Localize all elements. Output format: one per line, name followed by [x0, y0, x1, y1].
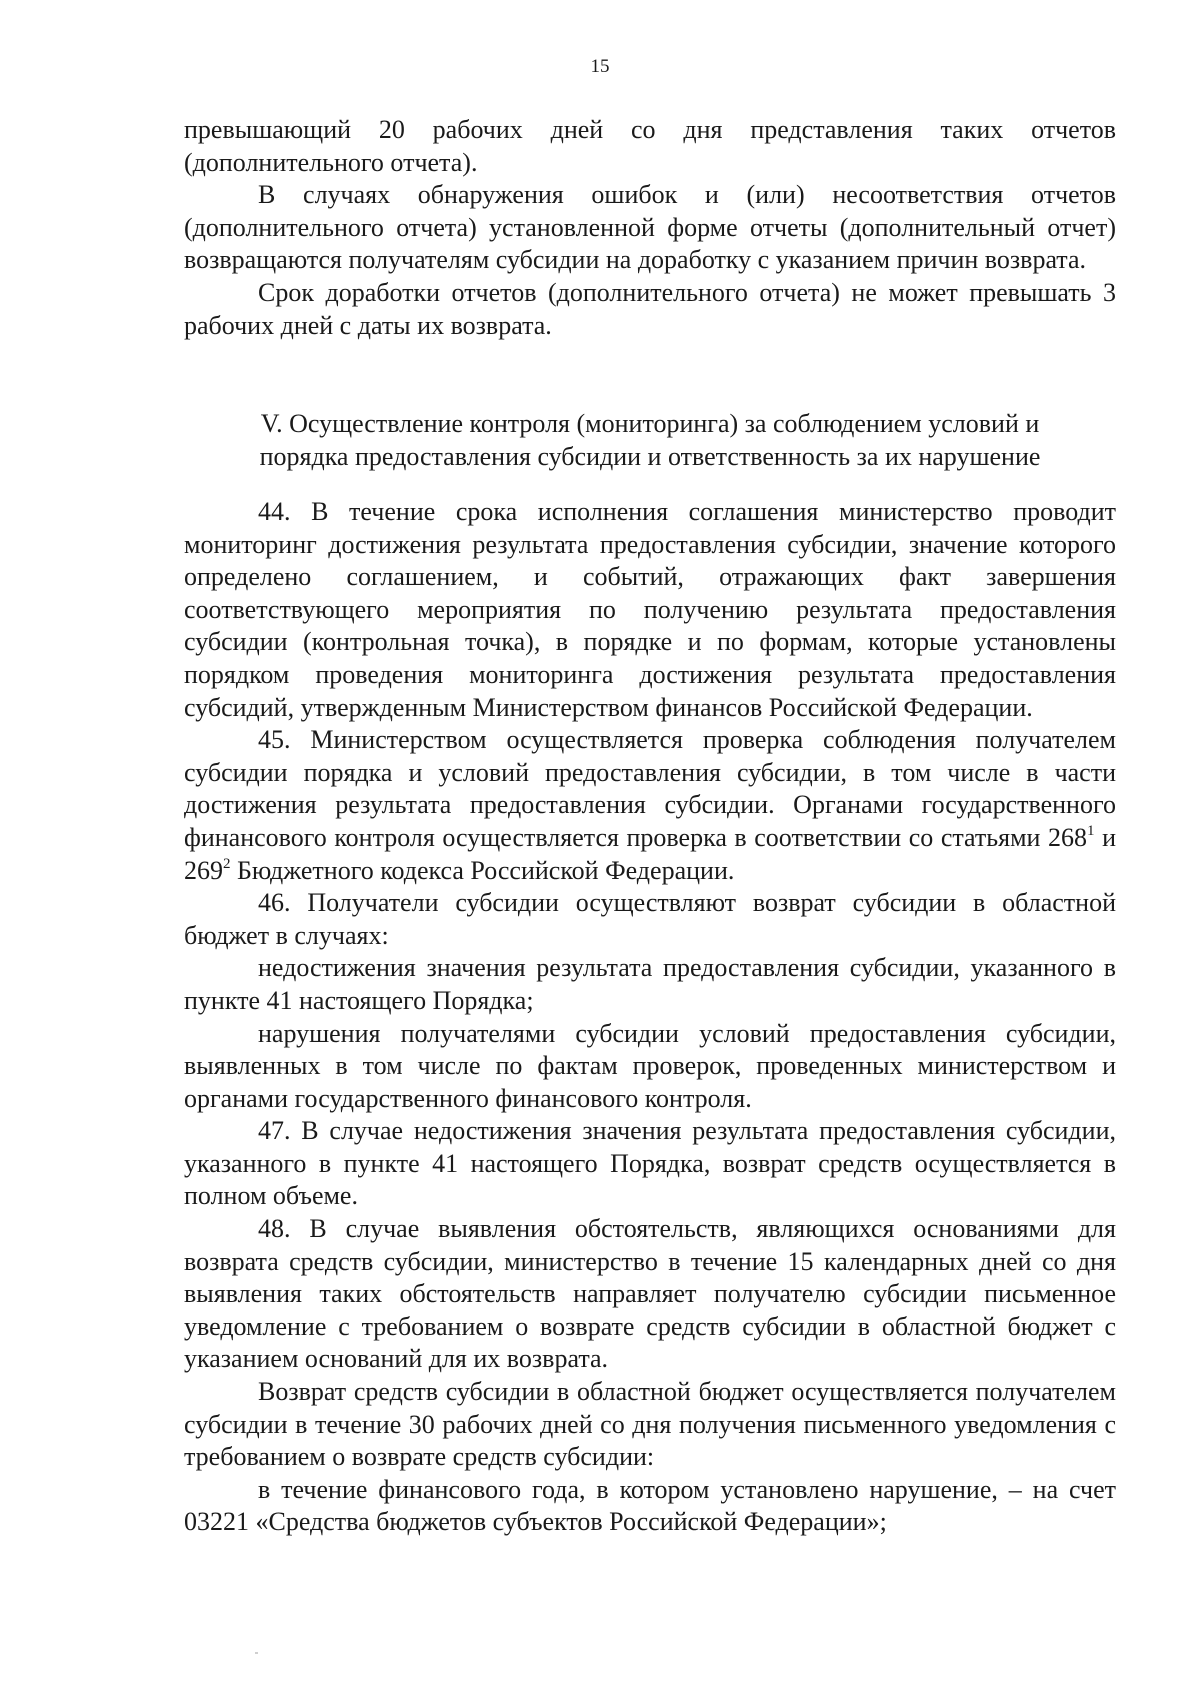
paragraph-46-case-1: недостижения значения результата предоставления субсидии, указанного в пункте 41 настоящего Порядка; — [184, 953, 1116, 1015]
section-body — [184, 496, 1116, 1539]
paragraph-46: 46. Получатели субсидии осуществляют возврат субсидии в областной бюджет в случаях: — [184, 888, 1116, 950]
paragraph-return-terms: Возврат средств субсидии в областной бюджет осуществляется получателем субсидии в течение 30 рабочих дней со дня получения письменного уведомления с требованием о возврате средств субсидии: — [184, 1377, 1116, 1472]
section-heading-line-2: порядка предоставления субсидии и ответственность за их нарушение — [259, 441, 1041, 471]
page-number: 15 — [590, 56, 610, 77]
paragraph-45-tail: Бюджетного кодекса Российской Федерации. — [230, 855, 735, 885]
intro-text — [184, 114, 1116, 342]
paragraph-continuation: превышающий 20 рабочих дней со дня представления таких отчетов (дополнительного отчета). — [184, 115, 1116, 177]
article-ref-1: 268 — [1048, 822, 1088, 852]
article-ref-1-sup: 1 — [1087, 822, 1095, 839]
paragraph-errors-return: В случаях обнаружения ошибок и (или) несоответствия отчетов (дополнительного отчета) установленной форме отчеты (дополнительный отчет) возвращаются получателям субсидии на доработку с указанием причин возврата. — [184, 180, 1116, 275]
scan-speck — [255, 1652, 258, 1654]
paragraph-45-text: 45. Министерством осуществляется проверка соблюдения получателем субсидии порядка и условий предоставления субсидии, в том числе в части достижения результата предоставления субсидии. Органами государственного финансового контроля осуществляется проверка в соответствии со статьями — [184, 725, 1116, 852]
paragraph-46-case-2: нарушения получателями субсидии условий предоставления субсидии, выявленных в том числе по фактам проверок, проведенных министерством и органами государственного финансового контроля. — [184, 1018, 1116, 1113]
paragraph-return-account: в течение финансового года, в котором установлено нарушение, – на счет 03221 «Средства бюджетов субъектов Российской Федерации»; — [184, 1474, 1116, 1537]
paragraph-47: 47. В случае недостижения значения результата предоставления субсидии, указанного в пункте 41 настоящего Порядка, возврат средств осуществляется в полном объеме. — [184, 1116, 1116, 1211]
paragraph-45 — [184, 724, 1116, 887]
section-heading — [184, 408, 1116, 473]
article-ref-2-sup: 2 — [223, 855, 231, 872]
article-ref-conj: и — [1094, 822, 1116, 852]
paragraph-48: 48. В случае выявления обстоятельств, являющихся основаниями для возврата средств субсидии, министерство в течение 15 календарных дней со дня выявления таких обстоятельств направляет получателю субсидии письменное уведомление с требованием о возврате средств субсидии в областной бюджет с указанием оснований для их возврата. — [184, 1214, 1116, 1374]
article-ref-2: 269 — [184, 855, 223, 885]
paragraph-rework-deadline: Срок доработки отчетов (дополнительного отчета) не может превышать 3 рабочих дней с даты их возврата. — [184, 277, 1116, 340]
section-heading-line-1: V. Осуществление контроля (мониторинга) за соблюдением условий и — [260, 409, 1040, 438]
paragraph-44: 44. В течение срока исполнения соглашения министерство проводит мониторинг достижения результата предоставления субсидии, значение которого определено соглашением, и событий, отражающих факт завершения соответствующего мероприятия по получению результата предоставления субсидии (контрольная точка), в порядке и по формам, которые установлены порядком проведения мониторинга достижения результата предоставления субсидий, утвержденным Министерством финансов Российской Федерации. — [184, 497, 1116, 722]
